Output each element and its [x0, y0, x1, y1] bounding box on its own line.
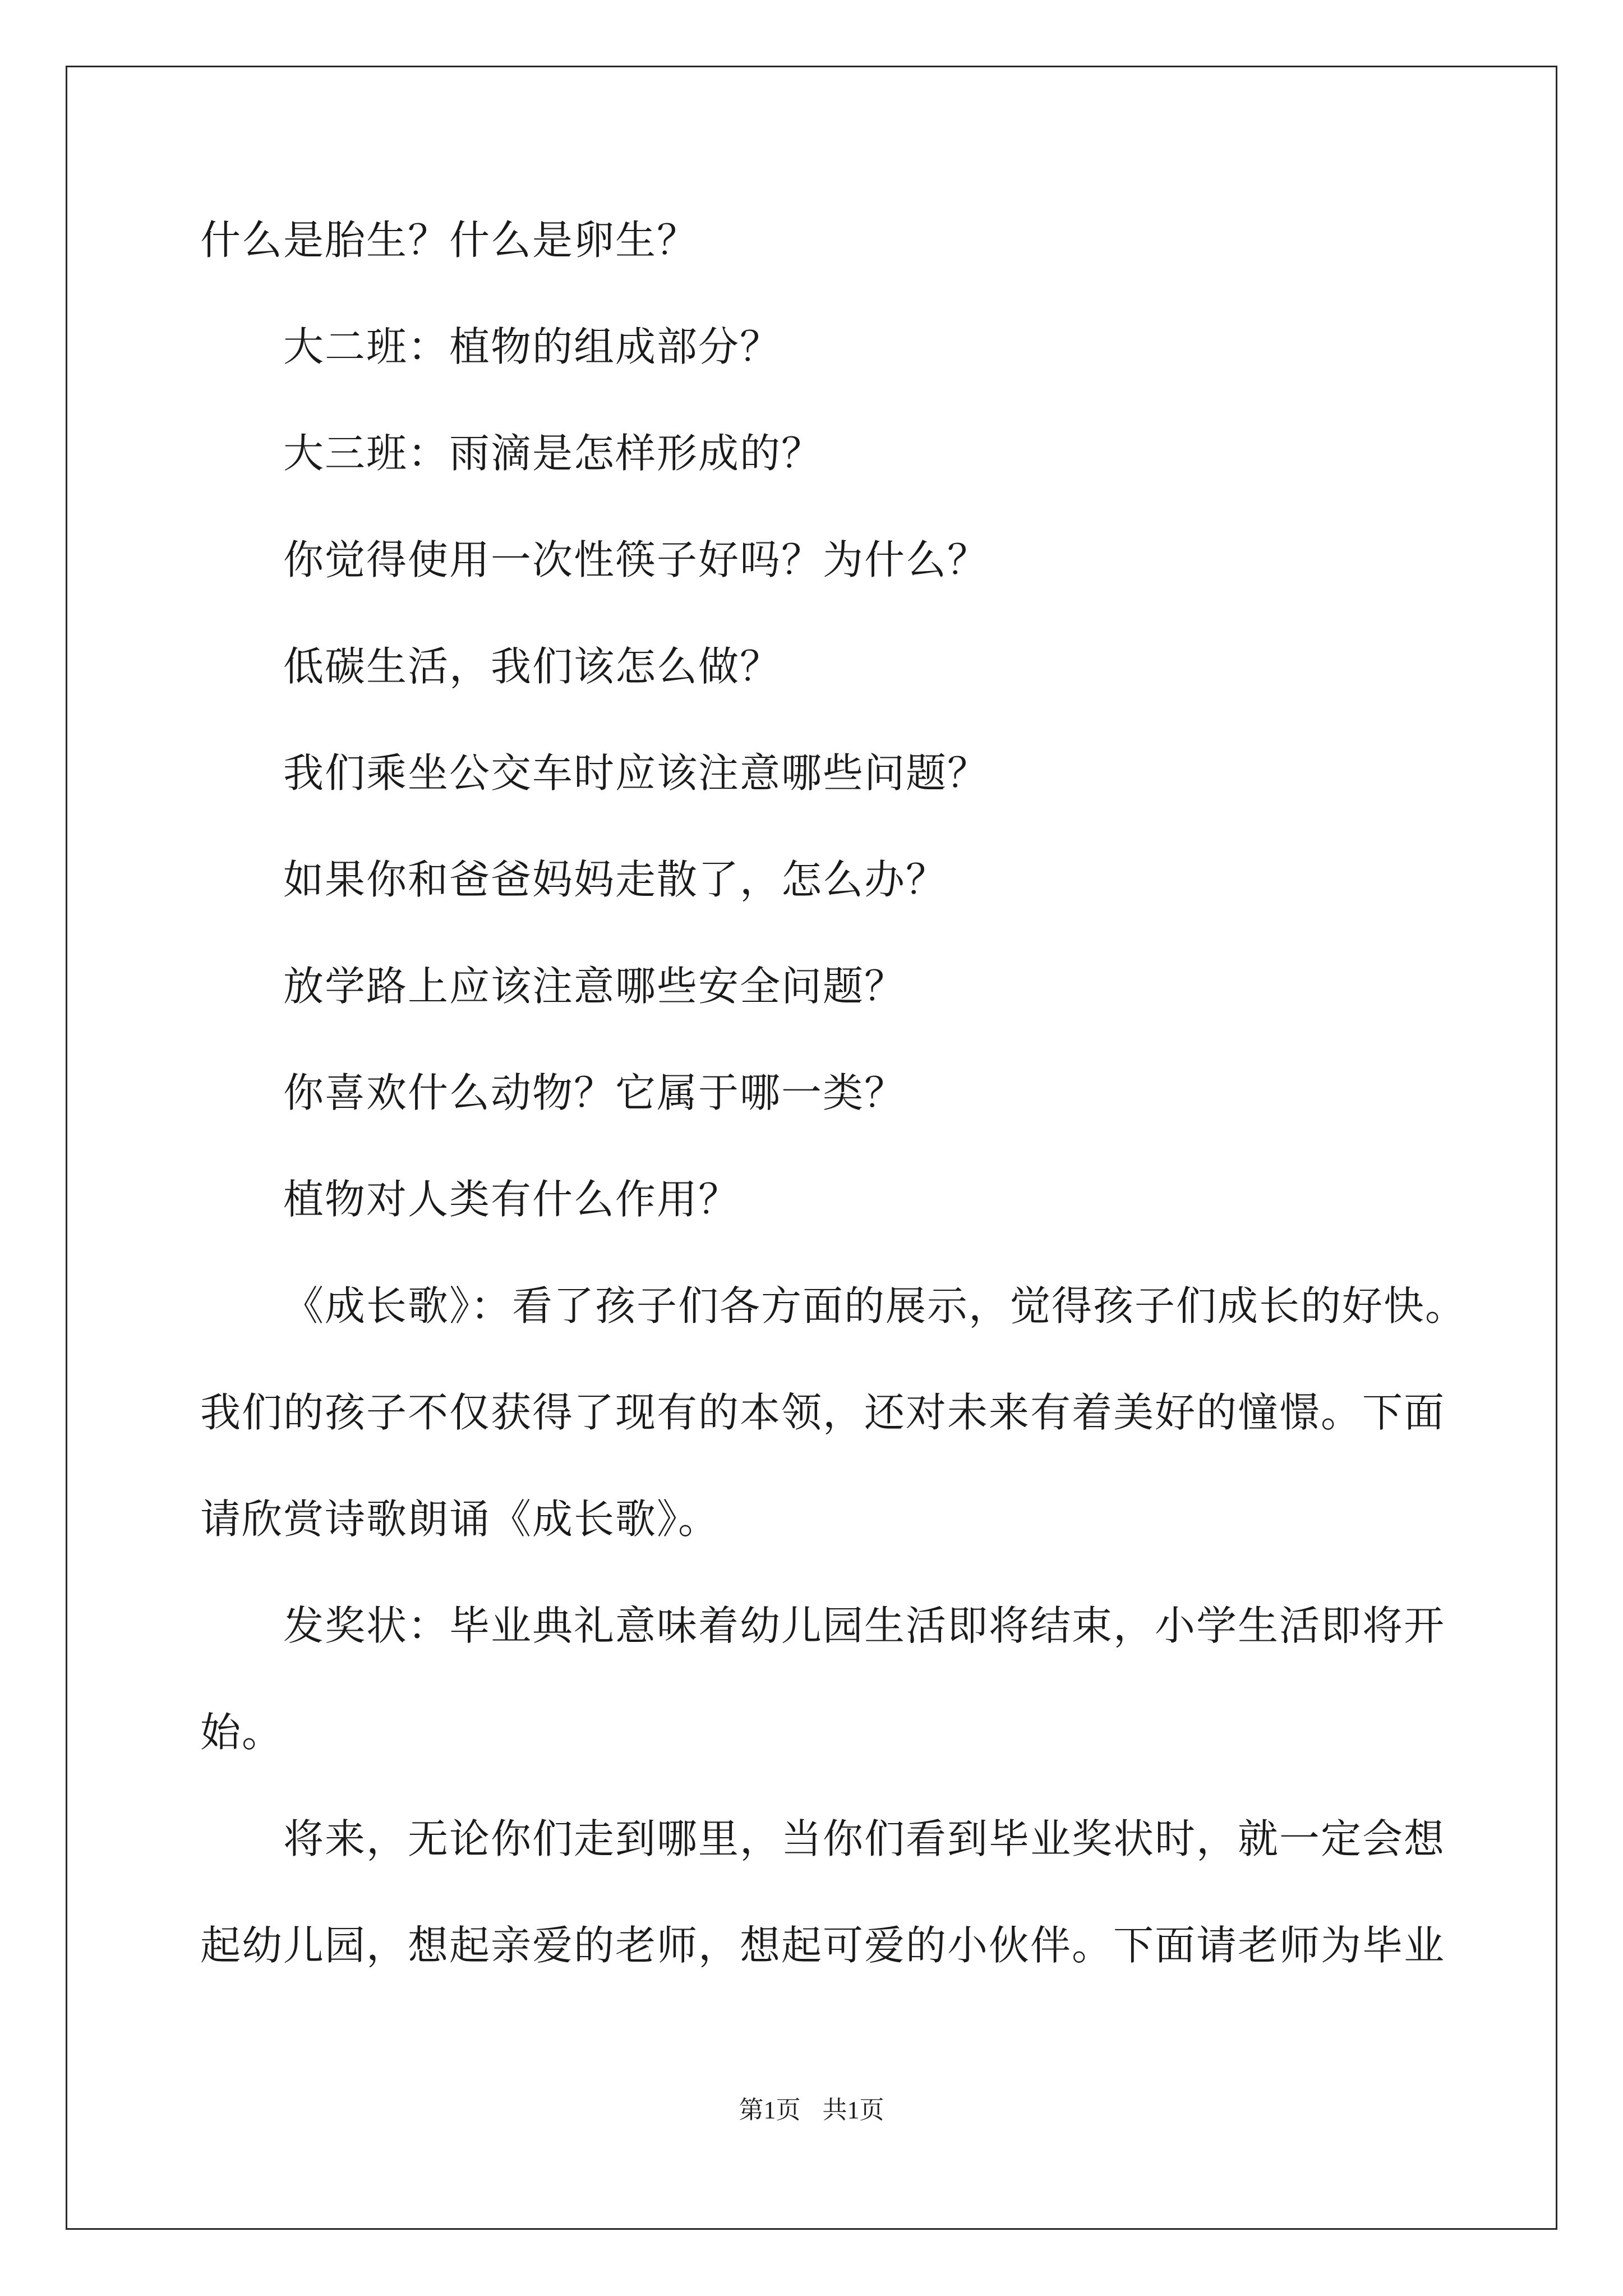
- text-line: 大三班：雨滴是怎样形成的？: [283, 430, 823, 477]
- text-line: 起幼儿园，想起亲爱的老师，想起可爱的小伙伴。下面请老师为毕业: [200, 1922, 1446, 1969]
- text-line: 什么是胎生？什么是卵生？: [200, 217, 699, 264]
- text-line: 将来，无论你们走到哪里，当你们看到毕业奖状时，就一定会想: [283, 1815, 1446, 1862]
- text-line: 你喜欢什么动物？它属于哪一类？: [283, 1069, 906, 1116]
- text-line: 如果你和爸爸妈妈走散了，怎么办？: [283, 856, 948, 903]
- page-number: 第1页: [739, 2096, 801, 2124]
- text-line: 发奖状：毕业典礼意味着幼儿园生活即将结束，小学生活即将开: [283, 1602, 1446, 1649]
- page-total: 共1页: [822, 2096, 884, 2124]
- text-line: 放学路上应该注意哪些安全问题？: [283, 963, 906, 1010]
- page-footer: [0, 2090, 1623, 2125]
- text-line: 低碳生活，我们该怎么做？: [283, 643, 782, 690]
- text-line: 植物对人类有什么作用？: [283, 1176, 740, 1223]
- text-line: 你觉得使用一次性筷子好吗？为什么？: [283, 536, 989, 583]
- page-border: [66, 66, 1557, 2230]
- text-line: 大二班：植物的组成部分？: [283, 323, 782, 370]
- text-line: 请欣赏诗歌朗诵《成长歌》。: [200, 1496, 720, 1543]
- text-line: 我们的孩子不仅获得了现有的本领，还对未来有着美好的憧憬。下面: [200, 1389, 1446, 1436]
- text-line: 始。: [200, 1709, 284, 1756]
- text-line: 《成长歌》：看了孩子们各方面的展示，觉得孩子们成长的好快。: [283, 1282, 1467, 1329]
- text-line: 我们乘坐公交车时应该注意哪些问题？: [283, 749, 989, 797]
